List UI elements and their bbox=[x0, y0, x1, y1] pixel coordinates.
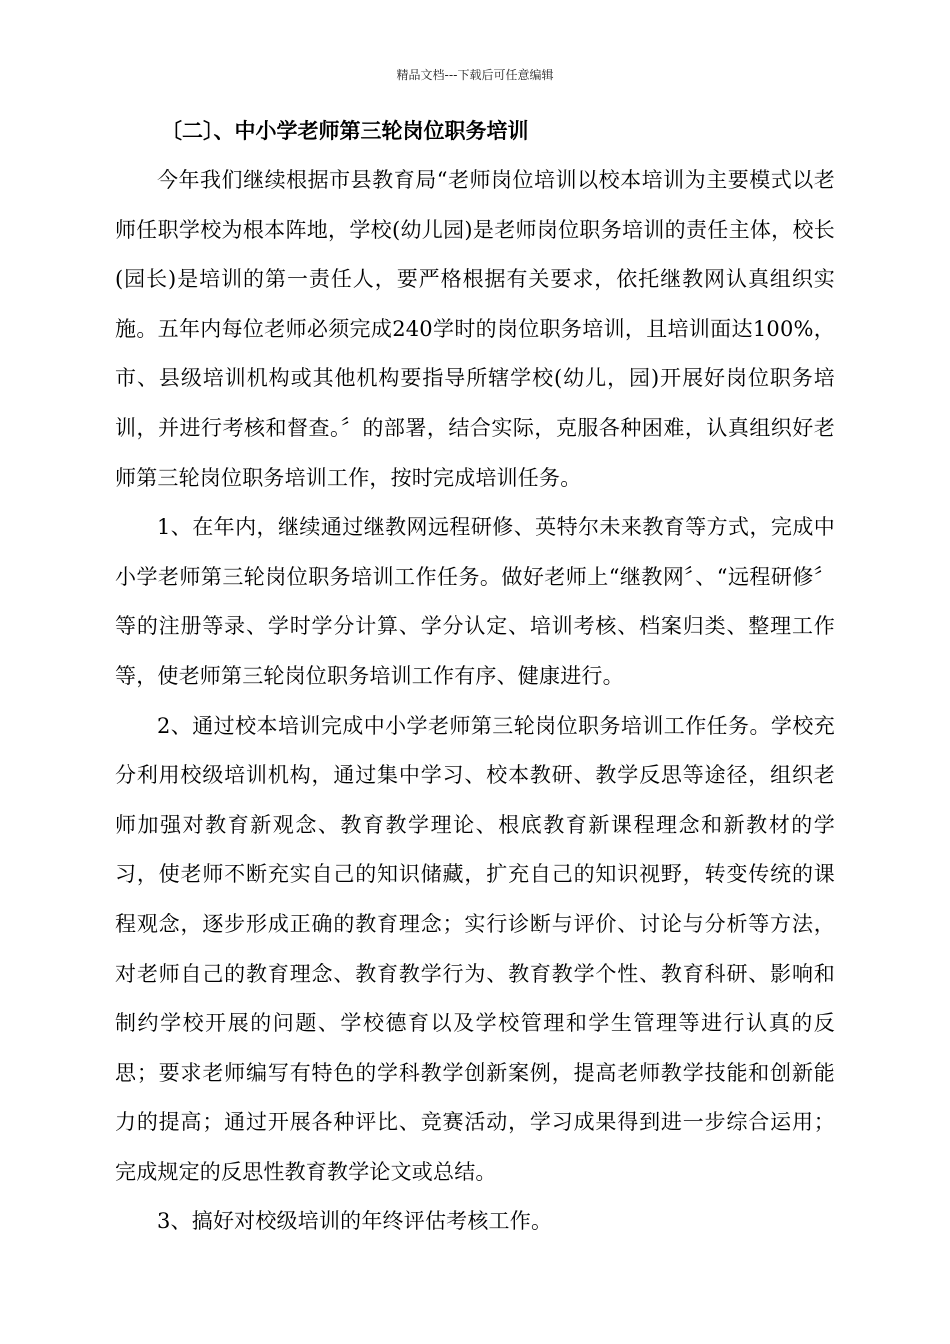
paragraph-intro: 今年我们继续根据市县教育局“老师岗位培训以校本培训为主要模式以老师任职学校为根本阵地，学校(幼儿园)是老师岗位职务培训的责任主体，校长 (园长)是培训的第一责任人，要严格根据有关要求，依托继教网认真组织实施。五年内每位老师必须完成240学时的岗位职务培训，且培训面达100%，市、县级培训机构或其他机构要指导所辖学校(幼儿，园)开展好岗位职务培训，并进行考核和督查。〞的部署，结合实际，克服各种困难，认真组织好老师第三轮岗位职务培训工作，按时完成培训任务。 bbox=[115, 168, 835, 490]
document-body bbox=[115, 106, 835, 1247]
page-header-note: 精品文档---下载后可任意编辑 bbox=[396, 68, 554, 82]
paragraph-item-3: 3、搞好对校级培训的年终评估考核工作。 bbox=[157, 1209, 553, 1234]
section-title: 〔二〕、中小学老师第三轮岗位职务培训 bbox=[161, 118, 529, 143]
paragraph-item-1: 1、在年内，继续通过继教网远程研修、英特尔未来教育等方式，完成中小学老师第三轮岗位职务培训工作任务。做好老师上“继教网〞、“远程研修〞等的注册等录、学时学分计算、学分认定、培训考核、档案归类、整理工作等，使老师第三轮岗位职务培训工作有序、健康进行。 bbox=[115, 515, 835, 688]
paragraph-item-2: 2、通过校本培训完成中小学老师第三轮岗位职务培训工作任务。学校充分利用校级培训机构，通过集中学习、校本教研、教学反思等途径，组织老师加强对教育新观念、教育教学理论、根底教育新课程理念和新教材的学习，使老师不断充实自己的知识储藏，扩充自己的知识视野，转变传统的课程观念，逐步形成正确的教育理念；实行诊断与评价、讨论与分析等方法，对老师自己的教育理念、教育教学行为、教育教学个性、教育科研、影响和制约学校开展的问题、学校德育以及学校管理和学生管理等进行认真的反思；要求老师编写有特色的学科教学创新案例，提高老师教学技能和创新能力的提高；通过开展各种评比、竞赛活动，学习成果得到进一步综合运用；完成规定的反思性教育教学论文或总结。 bbox=[115, 713, 835, 1184]
